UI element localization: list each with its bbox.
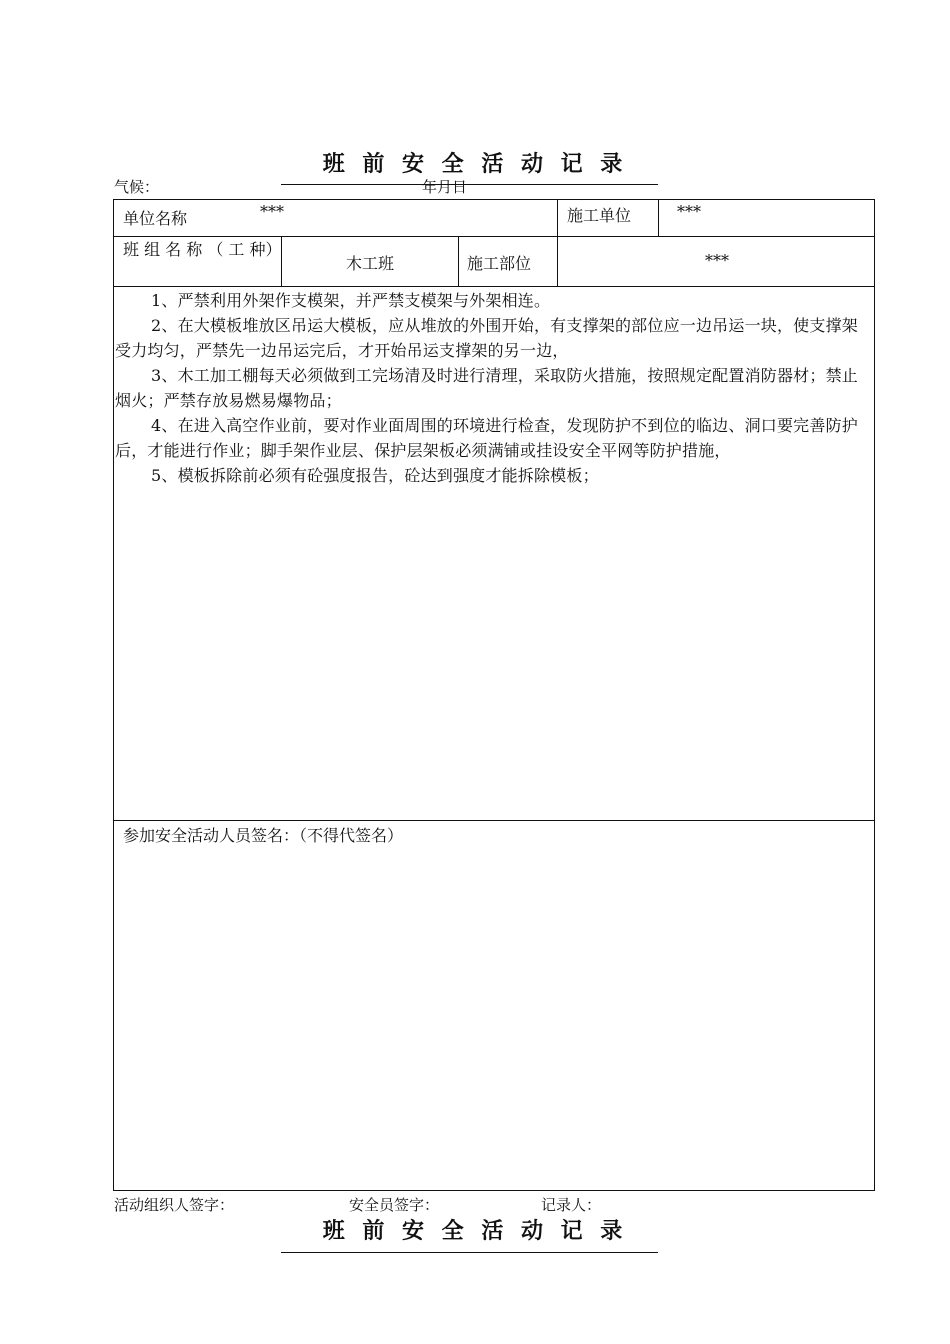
next-page-title: 班 前 安 全 活 动 记 录: [322, 1218, 628, 1244]
weather-label: 气候：: [114, 178, 160, 196]
safety-rule-item: 4、在进入高空作业前，要对作业面周围的环境进行检查，发现防护不到位的临边、洞口要完善防护后，才能进行作业；脚手架作业层、保护层架板必须满铺或挂设安全平网等防护措施，: [115, 416, 858, 460]
safety-rule-item: 3、木工加工棚每天必须做到工完场清及时进行清理，采取防火措施，按照规定配置消防器材；禁止烟火；严禁存放易燃易爆物品；: [115, 366, 858, 410]
safety-rule-item: 2、在大模板堆放区吊运大模板，应从堆放的外围开始，有支撑架的部位应一边吊运一块，使支撑架受力均匀，严禁先一边吊运完后，才开始吊运支撑架的另一边，: [115, 316, 858, 360]
construction-part-value: ***: [705, 251, 729, 270]
activity-record-table: [113, 199, 875, 1191]
row-divider: [114, 286, 874, 287]
next-title-underline: [281, 1252, 658, 1253]
date-label: 年月日: [422, 178, 468, 196]
unit-name-value: ***: [260, 202, 284, 221]
construction-unit-value: ***: [677, 202, 701, 221]
document-title: 班 前 安 全 活 动 记 录: [322, 151, 628, 177]
construction-part-label: 施工部位: [467, 254, 532, 273]
organizer-signature-label: 活动组织人签字：: [114, 1196, 235, 1214]
row-divider: [114, 820, 874, 821]
column-divider: [557, 200, 558, 236]
team-name-label: 班 组 名 称 （ 工 种）: [123, 240, 282, 259]
column-divider: [658, 200, 659, 236]
column-divider: [458, 236, 459, 286]
team-name-value: 木工班: [345, 254, 394, 273]
row-divider: [114, 236, 874, 237]
signature-section-label: 参加安全活动人员签名：（不得代签名）: [123, 826, 404, 845]
safety-rules-list: [115, 288, 867, 488]
unit-name-label: 单位名称: [123, 209, 188, 228]
safety-officer-signature-label: 安全员签字：: [349, 1196, 440, 1214]
safety-rule-item: 5、模板拆除前必须有砼强度报告，砼达到强度才能拆除模板；: [151, 466, 599, 485]
title-underline: [281, 184, 658, 185]
construction-unit-label: 施工单位: [567, 206, 632, 225]
recorder-label: 记录人：: [541, 1196, 602, 1214]
safety-rule-item: 1、严禁利用外架作支模架，并严禁支模架与外架相连。: [151, 291, 551, 310]
